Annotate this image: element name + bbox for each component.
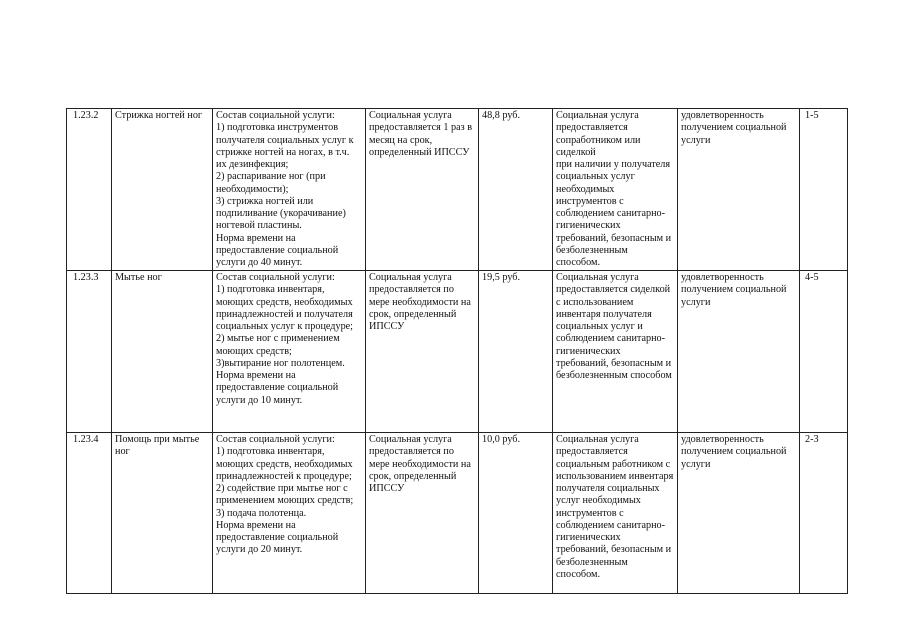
evaluation-score-cell: 4-5 [800, 271, 848, 433]
service-content-cell: Состав социальной услуги: 1) подготовка инвентаря, моющих средств, необходимых принадлежностей к процедуре; 2) содействие при мытье ног с применением моющих средств; 3) подача полотенца. Норма времени на предоставление социальной услуги до 20 минут. [213, 433, 366, 594]
table-row [67, 109, 848, 271]
service-conditions-cell: Социальная услуга предоставляется сопработником или сиделкой при наличии у получателя социальных услуг необходимых инструментов с соблюдением санитарно-гигиенических требований, безопасным и безболезненным способом. [553, 109, 678, 271]
service-conditions-cell: Социальная услуга предоставляется сиделкой с использованием инвентаря получателя социальных услуг и соблюдением санитарно-гигиенических требований, безопасным и безболезненным способом [553, 271, 678, 433]
service-name-cell: Стрижка ногтей ног [112, 109, 213, 271]
quality-indicator-cell: удовлетворенность получением социальной услуги [678, 271, 800, 433]
service-name-cell: Мытье ног [112, 271, 213, 433]
service-price-cell: 10,0 руб. [479, 433, 553, 594]
service-number-cell: 1.23.4 [67, 433, 112, 594]
table-row [67, 271, 848, 433]
service-term-cell: Социальная услуга предоставляется по мере необходимости на срок, определенный ИПССУ [366, 271, 479, 433]
service-conditions-cell: Социальная услуга предоставляется социальным работником с использованием инвентаря получателя социальных услуг необходимых инструментов с соблюдением санитарно-гигиенических требований, безопасным и безболезненным способом. [553, 433, 678, 594]
evaluation-score-cell: 2-3 [800, 433, 848, 594]
service-price-cell: 19,5 руб. [479, 271, 553, 433]
service-number-cell: 1.23.2 [67, 109, 112, 271]
quality-indicator-cell: удовлетворенность получением социальной услуги [678, 109, 800, 271]
service-term-cell: Социальная услуга предоставляется по мере необходимости на срок, определенный ИПССУ [366, 433, 479, 594]
service-term-cell: Социальная услуга предоставляется 1 раз в месяц на срок, определенный ИПССУ [366, 109, 479, 271]
evaluation-score-cell: 1-5 [800, 109, 848, 271]
quality-indicator-cell: удовлетворенность получением социальной услуги [678, 433, 800, 594]
service-price-cell: 48,8 руб. [479, 109, 553, 271]
service-content-cell: Состав социальной услуги: 1) подготовка инвентаря, моющих средств, необходимых принадлежностей и получателя социальных услуг к процедуре; 2) мытье ног с применением моющих средств; 3)вытирание ног полотенцем. Норма времени на предоставление социальной услуги до 10 минут. [213, 271, 366, 433]
service-name-cell: Помощь при мытье ног [112, 433, 213, 594]
service-number-cell: 1.23.3 [67, 271, 112, 433]
services-table [66, 108, 848, 594]
service-content-cell: Состав социальной услуги: 1) подготовка инструментов получателя социальных услуг к стрижке ногтей на ногах, в т.ч. их дезинфекция; 2) распаривание ног (при необходимости); 3) стрижка ногтей или подпиливание (укорачивание) ногтевой пластины. Норма времени на предоставление социальной услуги до 40 минут. [213, 109, 366, 271]
table-row [67, 433, 848, 594]
